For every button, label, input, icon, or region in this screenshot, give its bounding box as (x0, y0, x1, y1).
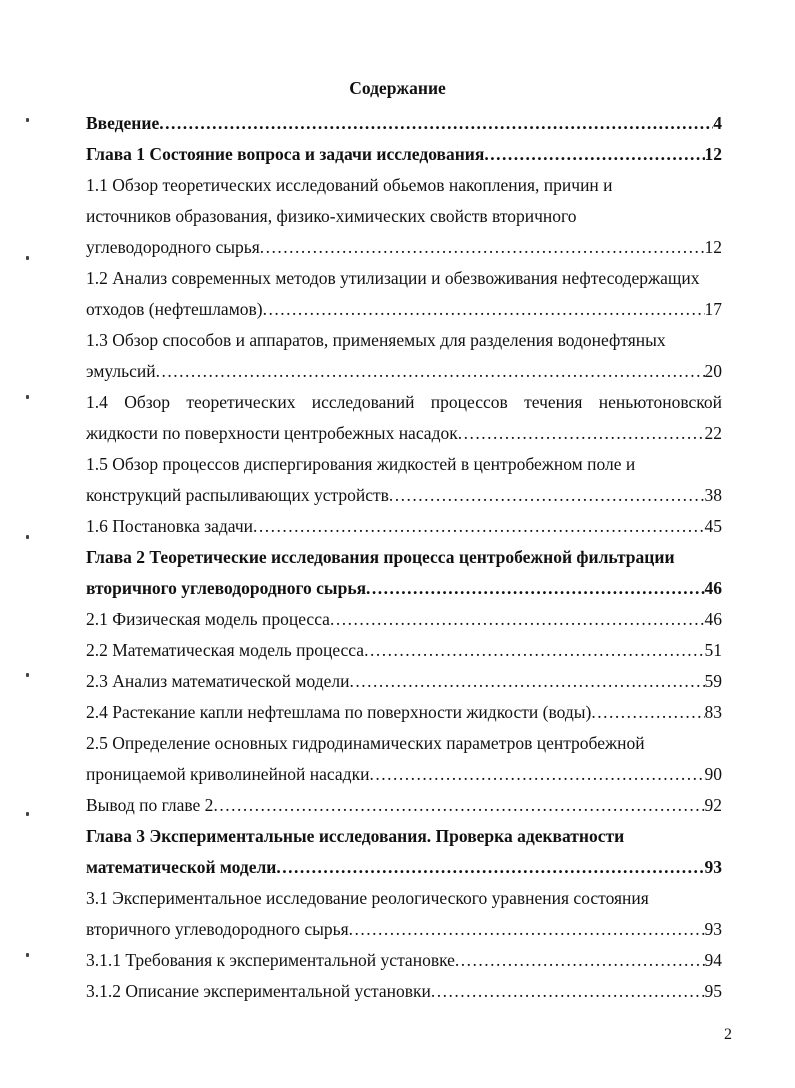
toc-entry-title: эмульсий (86, 361, 156, 381)
toc-entry-page: 92 (704, 795, 722, 815)
toc-entry[interactable] (86, 635, 722, 666)
toc-entry-title: 2.2 Математическая модель процесса (86, 640, 365, 660)
toc-entry-title: 1.6 Постановка задачи (86, 516, 254, 536)
toc-entry-final-line (86, 697, 722, 728)
toc-entry-final-line (86, 666, 722, 697)
toc-entry[interactable] (86, 325, 722, 387)
toc-entry-final-line (86, 294, 722, 325)
toc-entry-title: 2.1 Физическая модель процесса (86, 609, 330, 629)
toc-entry-text-line: источников образования, физико-химических свойств вторичного (86, 206, 577, 226)
toc-entry-title: Вывод по главе 2 (86, 795, 214, 815)
toc-entry-page: 59 (704, 671, 722, 691)
toc-entry-title: 2.3 Анализ математической модели (86, 671, 350, 691)
toc-entry[interactable] (86, 976, 722, 1007)
toc-entry-page: 46 (704, 578, 722, 598)
toc-entry-final-line (86, 790, 722, 821)
toc-entry-title: 3.1.2 Описание экспериментальной установки (86, 981, 431, 1001)
toc-entry-final-line (86, 852, 722, 883)
toc-entry-title: 3.1.1 Требования к экспериментальной установке (86, 950, 455, 970)
toc-entry-page: 20 (704, 361, 722, 381)
dot-leader (156, 356, 705, 387)
toc-entry-title: жидкости по поверхности центробежных насадок (86, 423, 458, 443)
toc-entry-page: 51 (704, 640, 722, 660)
toc-entry[interactable] (86, 542, 722, 604)
scan-margin-mark (26, 535, 29, 539)
toc-entry[interactable] (86, 945, 722, 976)
toc-entry-title: отходов (нефтешламов) (86, 299, 263, 319)
page-number: 2 (724, 1026, 732, 1043)
dot-leader (431, 976, 705, 1007)
toc-entry-title: проницаемой криволинейной насадки (86, 764, 370, 784)
toc-entry-final-line (86, 914, 722, 945)
toc-entry-final-line (86, 759, 722, 790)
scan-margin-mark (26, 395, 29, 399)
toc-entry-title: Глава 1 Состояние вопроса и задачи исследования (86, 144, 485, 164)
dot-leader (366, 573, 704, 604)
toc-entry-final-line (86, 573, 722, 604)
toc-entry[interactable] (86, 790, 722, 821)
toc-entry-page: 90 (704, 764, 722, 784)
toc-entry-page: 38 (704, 485, 722, 505)
toc-entry[interactable] (86, 666, 722, 697)
scan-margin-mark (26, 953, 29, 957)
toc-entry-final-line (86, 635, 722, 666)
toc-entry[interactable] (86, 139, 722, 170)
toc-entry-text-line: 1.5 Обзор процессов диспергирования жидкостей в центробежном поле и (86, 454, 636, 474)
toc-entry-page: 83 (704, 702, 722, 722)
toc-entry[interactable] (86, 263, 722, 325)
toc-entry-text-line: 1.2 Анализ современных методов утилизации и обезвоживания нефтесодержащих (86, 268, 700, 288)
toc-entry-text-line: 1.4 Обзор теоретических исследований процессов течения неньютоновской (86, 392, 722, 412)
dot-leader (253, 511, 704, 542)
toc-entry-page: 95 (704, 981, 722, 1001)
dot-leader (591, 697, 704, 728)
dot-leader (260, 232, 705, 263)
toc-entry-final-line (86, 232, 722, 263)
dot-leader (349, 914, 705, 945)
table-of-contents (86, 108, 722, 1007)
dot-leader (455, 945, 705, 976)
toc-entry[interactable] (86, 387, 722, 449)
toc-entry-text-line: 3.1 Экспериментальное исследование реологического уравнения состояния (86, 888, 649, 908)
toc-entry-text-line: Глава 3 Экспериментальные исследования. Проверка адекватности (86, 826, 625, 846)
dot-leader (263, 294, 705, 325)
dot-leader (369, 759, 704, 790)
toc-entry-text-line: 1.1 Обзор теоретических исследований обьемов накопления, причин и (86, 175, 613, 195)
toc-entry[interactable] (86, 511, 722, 542)
scan-margin-mark (26, 812, 29, 816)
toc-entry-title: вторичного углеводородного сырья (86, 578, 367, 598)
toc-entry-final-line (86, 945, 722, 976)
toc-entry-title: Введение (86, 113, 160, 133)
toc-entry-page: 4 (713, 113, 722, 133)
toc-entry-page: 46 (704, 609, 722, 629)
dot-leader (484, 139, 704, 170)
toc-entry-page: 94 (704, 950, 722, 970)
toc-entry-final-line (86, 418, 722, 449)
toc-entry-title: конструкций распыливающих устройств (86, 485, 389, 505)
toc-entry[interactable] (86, 449, 722, 511)
toc-entry-final-line (86, 139, 722, 170)
toc-entry-page: 12 (704, 144, 722, 164)
dot-leader (458, 418, 705, 449)
toc-entry-page: 22 (704, 423, 722, 443)
toc-entry-final-line (86, 604, 722, 635)
scan-margin-mark (26, 118, 29, 122)
page-title: Содержание (349, 78, 446, 98)
toc-entry-title: углеводородного сырья (86, 237, 260, 257)
toc-entry-page: 12 (704, 237, 722, 257)
toc-entry[interactable] (86, 604, 722, 635)
toc-entry-page: 93 (704, 919, 722, 939)
toc-entry-page: 93 (704, 857, 722, 877)
dot-leader (330, 604, 705, 635)
toc-entry-page: 17 (704, 299, 722, 319)
toc-entry[interactable] (86, 697, 722, 728)
toc-entry[interactable] (86, 108, 722, 139)
toc-entry[interactable] (86, 728, 722, 790)
toc-entry-title: математической модели (86, 857, 277, 877)
toc-entry[interactable] (86, 170, 722, 263)
dot-leader (389, 480, 705, 511)
toc-entry-title: вторичного углеводородного сырья (86, 919, 349, 939)
toc-entry-text-line: 2.5 Определение основных гидродинамических параметров центробежной (86, 733, 645, 753)
dot-leader (276, 852, 704, 883)
toc-entry-text-line: Глава 2 Теоретические исследования процесса центробежной фильтрации (86, 547, 675, 567)
toc-entry-final-line (86, 976, 722, 1007)
dot-leader (350, 666, 705, 697)
toc-entry-page: 45 (704, 516, 722, 536)
dot-leader (213, 790, 704, 821)
toc-entry-final-line (86, 108, 722, 139)
toc-entry[interactable] (86, 821, 722, 883)
dot-leader (159, 108, 713, 139)
toc-entry-final-line (86, 356, 722, 387)
toc-entry-title: 2.4 Растекание капли нефтешлама по поверхности жидкости (воды) (86, 702, 592, 722)
toc-entry-final-line (86, 511, 722, 542)
toc-entry-final-line (86, 480, 722, 511)
dot-leader (364, 635, 704, 666)
scan-margin-mark (26, 673, 29, 677)
toc-entry-text-line: 1.3 Обзор способов и аппаратов, применяемых для разделения водонефтяных (86, 330, 666, 350)
scan-margin-mark (26, 256, 29, 260)
toc-entry[interactable] (86, 883, 722, 945)
